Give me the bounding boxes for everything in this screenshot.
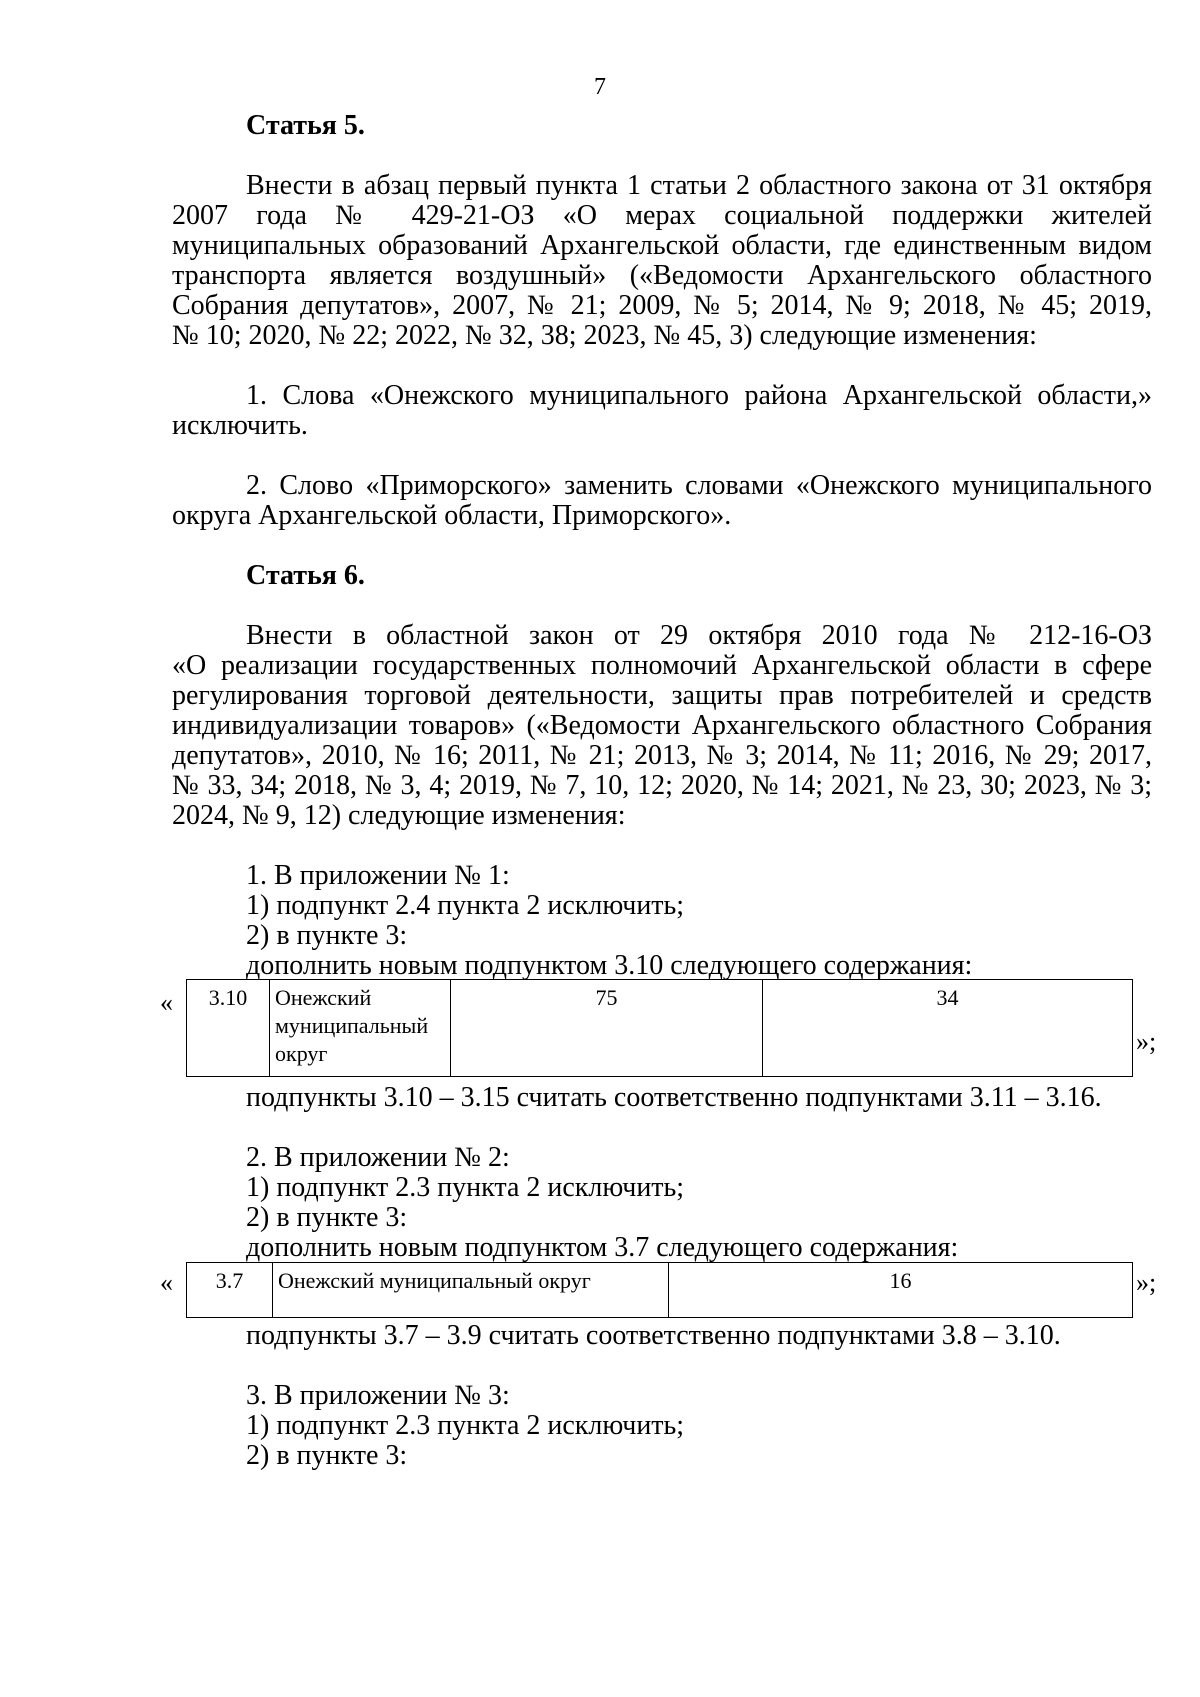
article-6-intro-line: регулирования торговой деятельности, защиты прав потребителей и средств <box>172 680 1152 711</box>
inserted-table-3-10 <box>186 979 1133 1077</box>
close-quote: »; <box>1136 1027 1157 1056</box>
appendix-1-renumber: подпункты 3.10 – 3.15 считать соответственно подпунктами 3.11 – 3.16. <box>246 1082 1102 1113</box>
appendix-2-line: 2) в пункте 3: <box>246 1202 408 1233</box>
article-6-heading: Статья 6. <box>246 560 365 591</box>
table-cell-municipality: Онежский муниципальный округ <box>270 980 451 1077</box>
appendix-1-line: дополнить новым подпунктом 3.10 следующего содержания: <box>246 950 973 981</box>
article-5-intro-line: муниципальных образований Архангельской области, где единственным видом <box>172 230 1152 261</box>
article-5-intro-line: № 10; 2020, № 22; 2022, № 32, 38; 2023, № 45, 3) следующие изменения: <box>172 320 1037 351</box>
table-row <box>187 980 1133 1077</box>
appendix-1-line: 1. В приложении № 1: <box>246 860 510 891</box>
table-cell-number: 3.10 <box>187 980 270 1077</box>
appendix-3-line: 3. В приложении № 3: <box>246 1380 510 1411</box>
article-6-intro-line: 2024, № 9, 12) следующие изменения: <box>172 800 626 831</box>
article-5-intro-line: Внести в абзац первый пункта 1 статьи 2 областного закона от 31 октября <box>246 170 1152 201</box>
table-cell-value: 16 <box>669 1263 1133 1318</box>
appendix-1-line: 2) в пункте 3: <box>246 920 408 951</box>
article-5-intro-line: Собрания депутатов», 2007, № 21; 2009, № 5; 2014, № 9; 2018, № 45; 2019, <box>172 290 1152 321</box>
article-5-intro-line: 2007 года № 429-21-ОЗ «О мерах социальной поддержки жителей <box>172 200 1152 231</box>
article-6-intro-line: «О реализации государственных полномочий Архангельской области в сфере <box>172 650 1152 681</box>
article-5-intro-line: транспорта является воздушный» («Ведомости Архангельского областного <box>172 260 1152 291</box>
table-row <box>187 1263 1133 1318</box>
article-6-intro-line: № 33, 34; 2018, № 3, 4; 2019, № 7, 10, 12; 2020, № 14; 2021, № 23, 30; 2023, № 3; <box>172 770 1152 801</box>
appendix-2-line: дополнить новым подпунктом 3.7 следующего содержания: <box>246 1232 959 1263</box>
inserted-table-3-7 <box>186 1262 1133 1318</box>
open-quote: « <box>160 988 173 1017</box>
page-number: 7 <box>594 74 606 100</box>
article-5-heading: Статья 5. <box>246 110 365 141</box>
appendix-2-line: 2. В приложении № 2: <box>246 1142 510 1173</box>
article-5-item-1: 1. Слова «Онежского муниципального района Архангельской области,» <box>246 380 1152 411</box>
appendix-2-line: 1) подпункт 2.3 пункта 2 исключить; <box>246 1172 685 1203</box>
table-cell-number: 3.7 <box>187 1263 273 1318</box>
article-5-item-2: 2. Слово «Приморского» заменить словами «Онежского муниципального <box>246 470 1152 501</box>
article-5-item-1: исключить. <box>172 410 308 441</box>
appendix-3-line: 2) в пункте 3: <box>246 1440 408 1471</box>
table-cell-value: 34 <box>763 980 1133 1077</box>
table-cell-value: 75 <box>451 980 763 1077</box>
article-6-intro-line: Внести в областной закон от 29 октября 2010 года № 212-16-ОЗ <box>246 620 1152 651</box>
open-quote: « <box>160 1268 173 1297</box>
article-5-item-2: округа Архангельской области, Приморского». <box>172 500 732 531</box>
article-6-intro-line: индивидуализации товаров» («Ведомости Архангельского областного Собрания <box>172 710 1152 741</box>
appendix-2-renumber: подпункты 3.7 – 3.9 считать соответственно подпунктами 3.8 – 3.10. <box>246 1320 1061 1351</box>
article-6-intro-line: депутатов», 2010, № 16; 2011, № 21; 2013, № 3; 2014, № 11; 2016, № 29; 2017, <box>172 740 1152 771</box>
close-quote: »; <box>1136 1268 1157 1297</box>
appendix-1-line: 1) подпункт 2.4 пункта 2 исключить; <box>246 890 685 921</box>
appendix-3-line: 1) подпункт 2.3 пункта 2 исключить; <box>246 1410 685 1441</box>
table-cell-municipality: Онежский муниципальный округ <box>273 1263 669 1318</box>
